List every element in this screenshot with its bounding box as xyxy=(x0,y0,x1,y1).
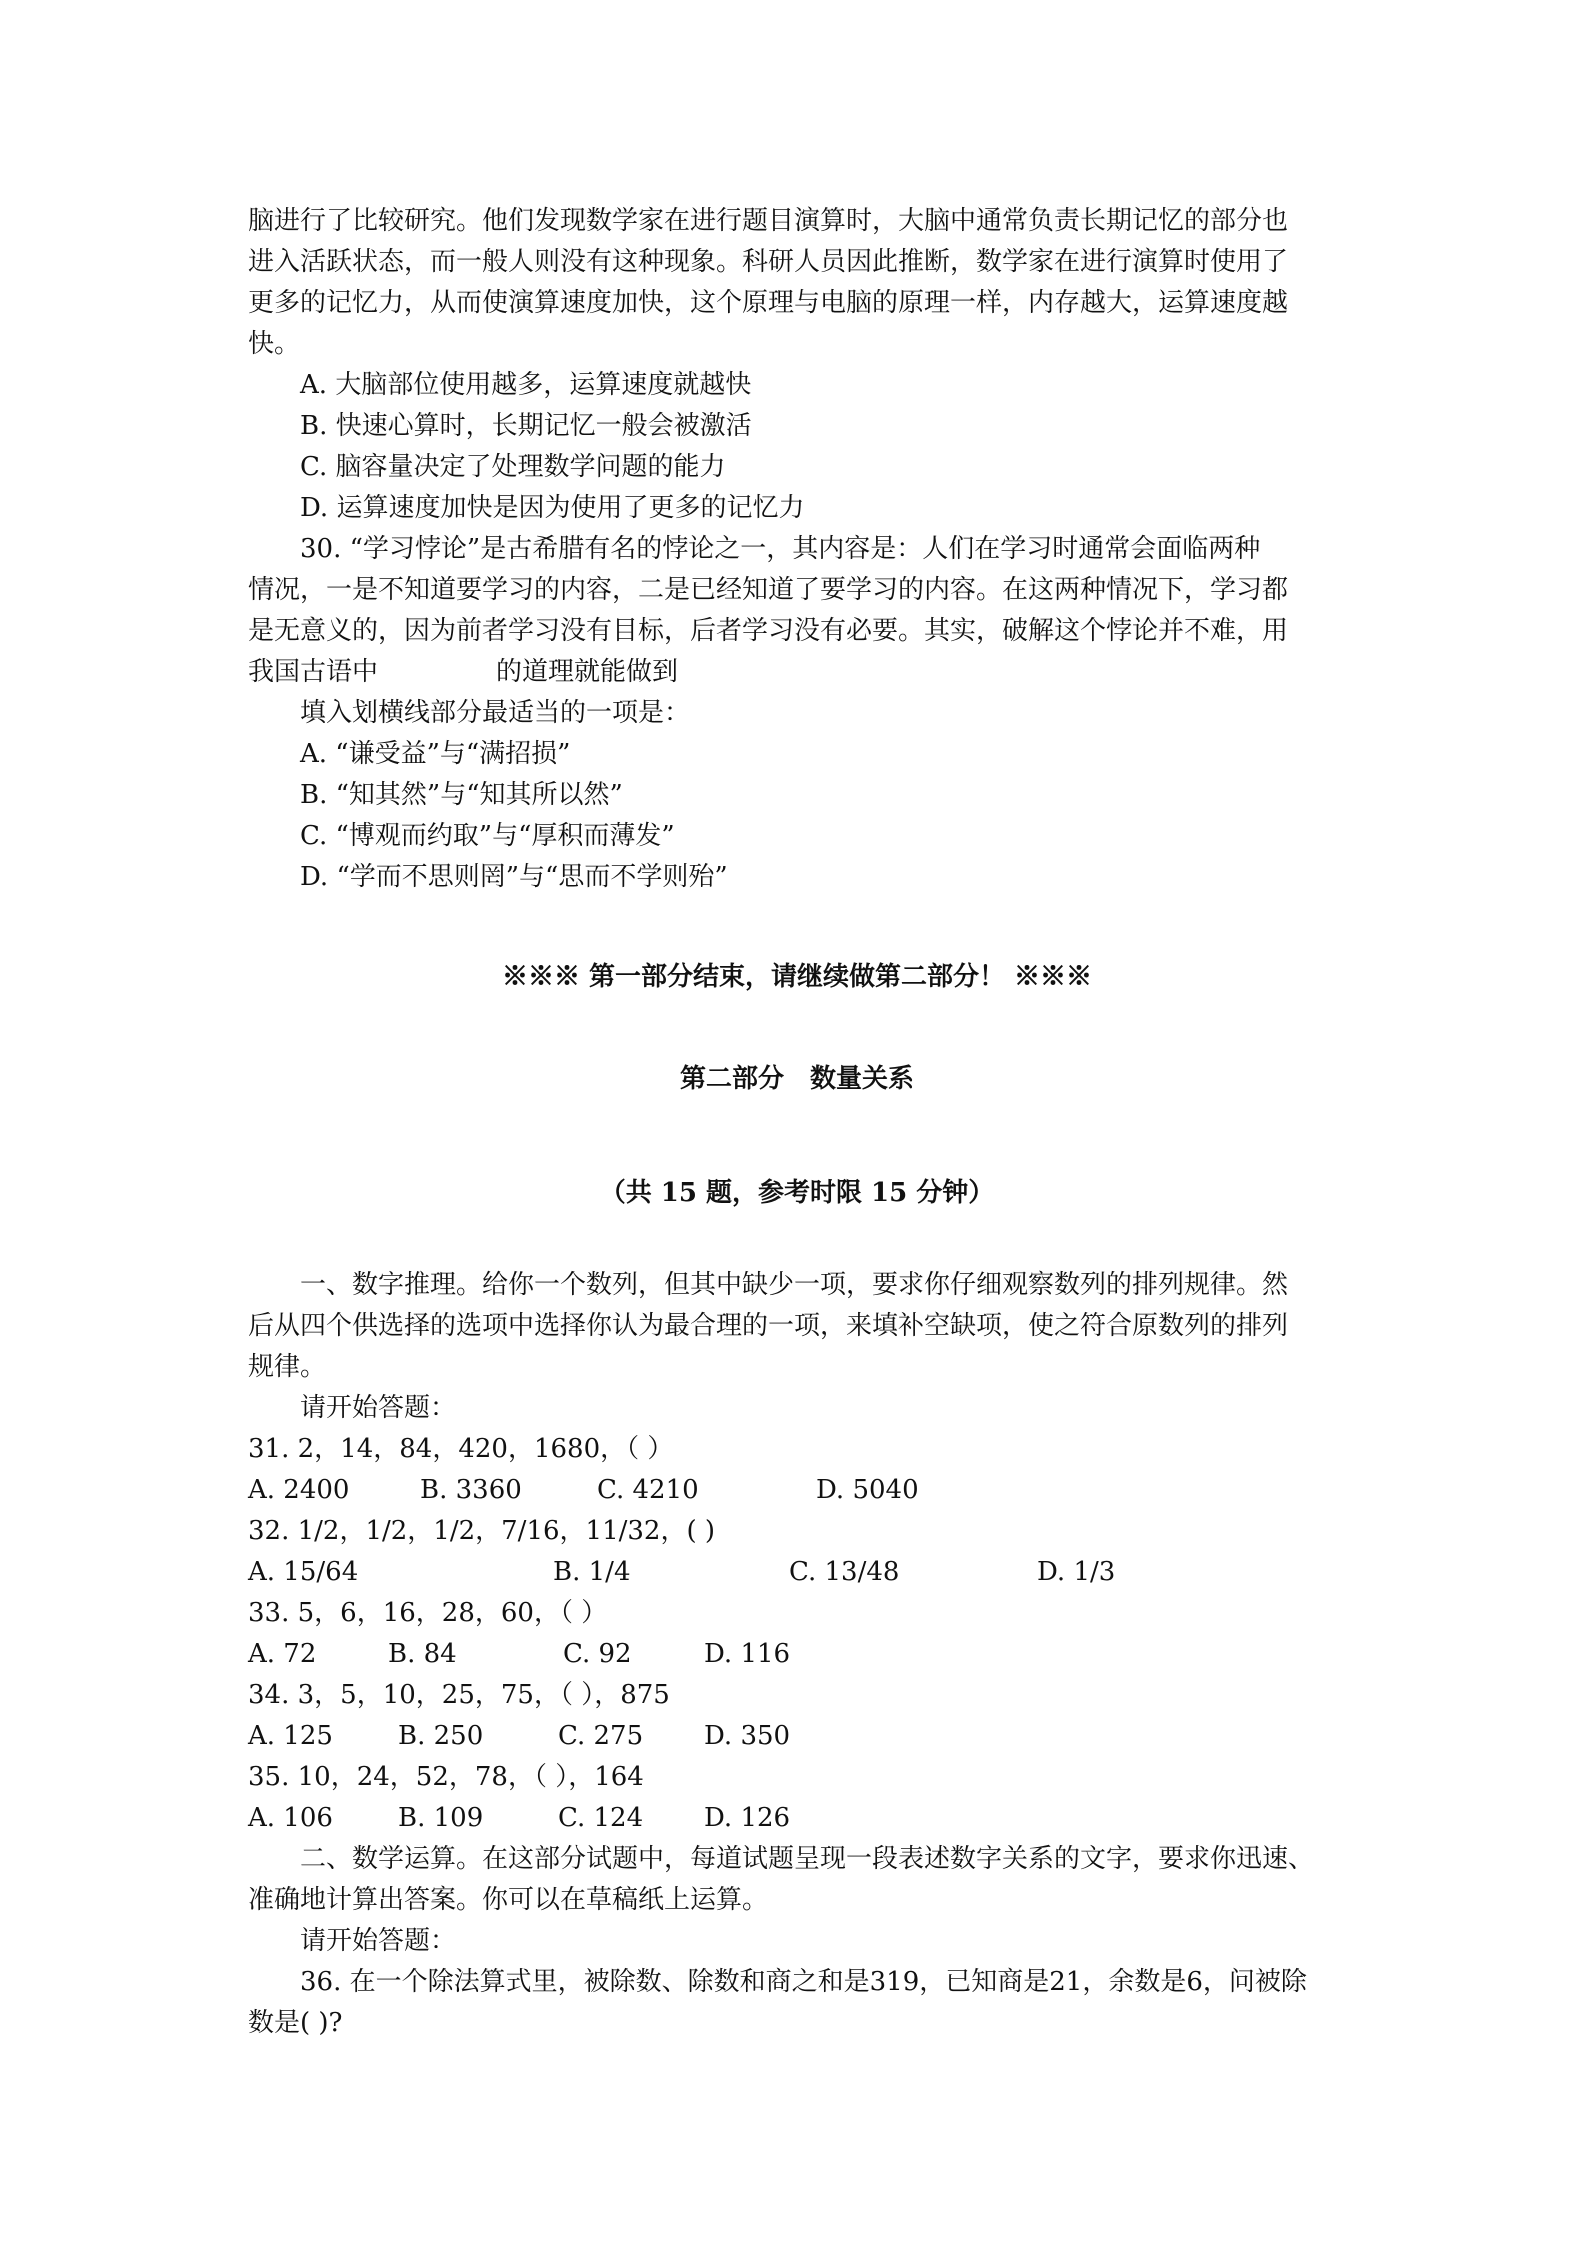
part2-title: 第二部分 数量关系 xyxy=(679,1064,914,1094)
q30-stem-before-blank: 我国古语中 xyxy=(248,657,379,687)
q32-option-c: C. 13/48 xyxy=(789,1557,900,1587)
q30-option-c: C. “博观而约取”与“厚积而薄发” xyxy=(300,821,675,851)
q35-option-a: A. 106 xyxy=(248,1803,333,1833)
q33-stem: 33. 5，6，16，28，60，（ ） xyxy=(248,1598,608,1628)
q30-stem-line: 30. “学习悖论”是古希腊有名的悖论之一，其内容是：人们在学习时通常会面临两种 xyxy=(300,534,1261,564)
q35-option-d: D. 126 xyxy=(704,1803,791,1833)
sec1-start: 请开始答题： xyxy=(300,1393,457,1423)
part2-subtitle: （共 15 题，参考时限 15 分钟） xyxy=(599,1178,995,1208)
q34-option-c: C. 275 xyxy=(558,1721,644,1751)
q29-stem-line: 快。 xyxy=(248,329,301,359)
q36-stem-line: 数是( )? xyxy=(248,2008,343,2038)
q36-stem-line: 36. 在一个除法算式里，被除数、除数和商之和是319，已知商是21，余数是6，问被除 xyxy=(300,1967,1307,1997)
q32-stem: 32. 1/2，1/2，1/2，7/16，11/32，( ) xyxy=(248,1516,716,1546)
q29-stem-line: 进入活跃状态，而一般人则没有这种现象。科研人员因此推断，数学家在进行演算时使用了 xyxy=(248,247,1289,277)
q30-option-a: A. “谦受益”与“满招损” xyxy=(300,739,571,769)
q32-option-b: B. 1/4 xyxy=(553,1557,631,1587)
q31-option-b: B. 3360 xyxy=(420,1475,522,1505)
q35-option-b: B. 109 xyxy=(398,1803,484,1833)
q31-option-c: C. 4210 xyxy=(597,1475,699,1505)
q33-option-b: B. 84 xyxy=(388,1639,457,1669)
q33-option-c: C. 92 xyxy=(563,1639,632,1669)
q34-stem: 34. 3，5，10，25，75，（ ），875 xyxy=(248,1680,670,1710)
q34-option-a: A. 125 xyxy=(248,1721,333,1751)
q30-stem-line: 情况，一是不知道要学习的内容，二是已经知道了要学习的内容。在这两种情况下，学习都 xyxy=(248,575,1289,605)
q29-option-d: D. 运算速度加快是因为使用了更多的记忆力 xyxy=(300,493,805,523)
q30-stem-last-line xyxy=(248,655,678,689)
q33-option-a: A. 72 xyxy=(248,1639,317,1669)
q29-option-c: C. 脑容量决定了处理数学问题的能力 xyxy=(300,452,726,482)
sec1-intro-line: 一、数字推理。给你一个数列，但其中缺少一项，要求你仔细观察数列的排列规律。然 xyxy=(300,1270,1289,1300)
q32-option-a: A. 15/64 xyxy=(248,1557,359,1587)
q35-stem: 35. 10，24，52，78，（ ），164 xyxy=(248,1762,644,1792)
q29-option-a: A. 大脑部位使用越多，运算速度就越快 xyxy=(300,370,752,400)
q30-option-b: B. “知其然”与“知其所以然” xyxy=(300,780,623,810)
sec2-intro-line: 准确地计算出答案。你可以在草稿纸上运算。 xyxy=(248,1885,769,1915)
section-end-notice: ※※※ 第一部分结束，请继续做第二部分！ ※※※ xyxy=(501,962,1093,992)
q35-option-c: C. 124 xyxy=(558,1803,644,1833)
q31-stem: 31. 2，14，84，420，1680，（ ） xyxy=(248,1434,674,1464)
q30-stem-line: 是无意义的，因为前者学习没有目标，后者学习没有必要。其实，破解这个悖论并不难，用 xyxy=(248,616,1289,646)
sec2-start: 请开始答题： xyxy=(300,1926,457,1956)
q31-option-d: D. 5040 xyxy=(816,1475,919,1505)
q30-stem-after-blank: 的道理就能做到 xyxy=(496,657,679,687)
q34-option-b: B. 250 xyxy=(398,1721,484,1751)
q29-stem-line: 更多的记忆力，从而使演算速度加快，这个原理与电脑的原理一样，内存越大，运算速度越 xyxy=(248,288,1289,318)
q30-prompt: 填入划横线部分最适当的一项是： xyxy=(300,698,691,728)
q30-option-d: D. “学而不思则罔”与“思而不学则殆” xyxy=(300,862,728,892)
q29-option-b: B. 快速心算时，长期记忆一般会被激活 xyxy=(300,411,752,441)
sec1-intro-line: 后从四个供选择的选项中选择你认为最合理的一项，来填补空缺项，使之符合原数列的排列 xyxy=(248,1311,1289,1341)
sec2-intro-line: 二、数学运算。在这部分试题中，每道试题呈现一段表述数字关系的文字，要求你迅速、 xyxy=(300,1844,1315,1874)
q32-option-d: D. 1/3 xyxy=(1037,1557,1116,1587)
sec1-intro-line: 规律。 xyxy=(248,1352,327,1382)
q29-stem-line: 脑进行了比较研究。他们发现数学家在进行题目演算时，大脑中通常负责长期记忆的部分也 xyxy=(248,206,1289,236)
q33-option-d: D. 116 xyxy=(704,1639,791,1669)
q31-option-a: A. 2400 xyxy=(248,1475,350,1505)
q34-option-d: D. 350 xyxy=(704,1721,791,1751)
